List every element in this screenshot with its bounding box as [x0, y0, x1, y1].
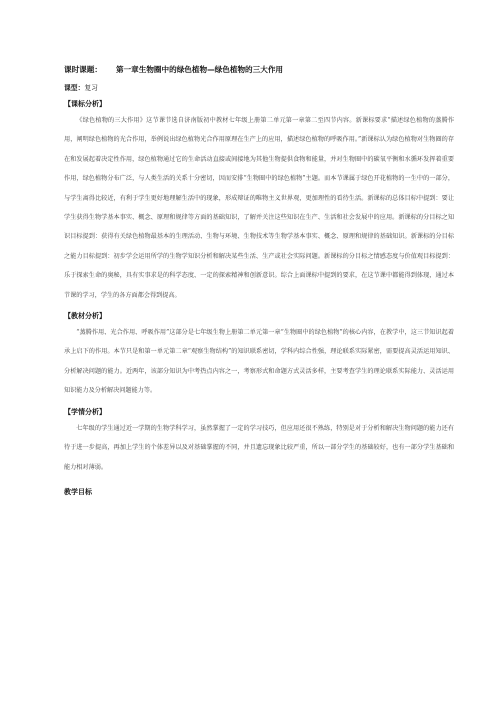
lesson-title-value: 第一章生物圈中的绿色植物—绿色植物的三大作用	[115, 65, 284, 74]
textbook-paragraph: “蒸腾作用、光合作用、呼吸作用”这部分是七年级生物上册第二单元第一章“生物圈中的绿色植物”的核心内容，在教学中，这三节知识起着承上启下的作用。本节只是和第一单元第二章“观察生物结构”的知识联系密切，学科内综合性强，理论联系实际紧密，需要提高灵活运用知识、分析解决问题的能力。近两年，该部分知识为中考热点内容之一，考察形式和命题方式灵活多样，主要考查学生的理论联系实际能力、灵活运用知识能力及分析解决问题能力等。	[64, 329, 454, 395]
section-heading-students: 【学情分析】	[64, 407, 106, 416]
curriculum-paragraph: 《绿色植物的三大作用》这节课节选自济南版初中教材七年级上册第二单元第一章第二至四节内容。新课标要求“描述绿色植物的蒸腾作用，阐明绿色植物的光合作用，举例说出绿色植物光合作用原理在生产上的应用，描述绿色植物的呼吸作用。”新课标认为绿色植物对生物圈的存在和发展起着决定性作用，绿色植物通过它的生命活动直接或间接地为其他生物提供食物和能量，并对生物圈中的碳氧平衡和水循环发挥着重要作用，绿色植物分布广泛，与人类生活的关系十分密切，因而安排“生物圈中的绿色植物”主题。而本节课属于绿色开花植物的一生中的一部分，与学生离得比较近，有利于学生更好地理解生活中的现象，形成辩证的唯物主义世界观，更加理性的看待生活。新课标的总体目标中提到：要让学生获得生物学基本事实、概念、原理和规律等方面的基础知识，了解并关注这些知识在生产、生活和社会发展中的应用。新课标的分目标之知识目标提到：获得有关绿色植物最基本的生理活动、生物与环境、生物技术等生物学基本事实、概念、原理和规律的基础知识。新课标的分目标之能力目标提到：初步学会运用所学的生物学知识分析和解决某些生活、生产或社会实际问题。新课标的分目标之情感态度与价值观目标提到：乐于探索生命的奥秘，具有实事求是的科学态度、一定的探索精神和创新意识。综合上面课标中提到的要求，在这节课中都能得到体现，通过本节课的学习，学生的各方面都会得到提高。	[64, 117, 454, 299]
lesson-type-value: 复习	[84, 84, 98, 92]
lesson-title-label: 课时课题：	[64, 65, 102, 74]
section-heading-objectives: 教学目标	[64, 487, 92, 496]
document-page	[64, 64, 454, 498]
section-heading-curriculum: 【课标分析】	[64, 100, 106, 108]
lesson-type	[64, 83, 454, 93]
section-heading-textbook: 【教材分析】	[64, 312, 106, 321]
lesson-type-label: 课型：	[64, 84, 85, 92]
students-paragraph: 七年级的学生通过近一学期的生物学科学习，虽然掌握了一定的学习技巧，但应用还很不熟练，特别是对于分析和解决生物问题的能力还有待于进一步提高，再加上学生的个体差异以及对基础掌握的不同，并且遗忘现象比较严重，所以一部分学生的基础较好，也有一部分学生基础和能力相对薄弱。	[64, 424, 454, 471]
lesson-title	[64, 64, 454, 76]
